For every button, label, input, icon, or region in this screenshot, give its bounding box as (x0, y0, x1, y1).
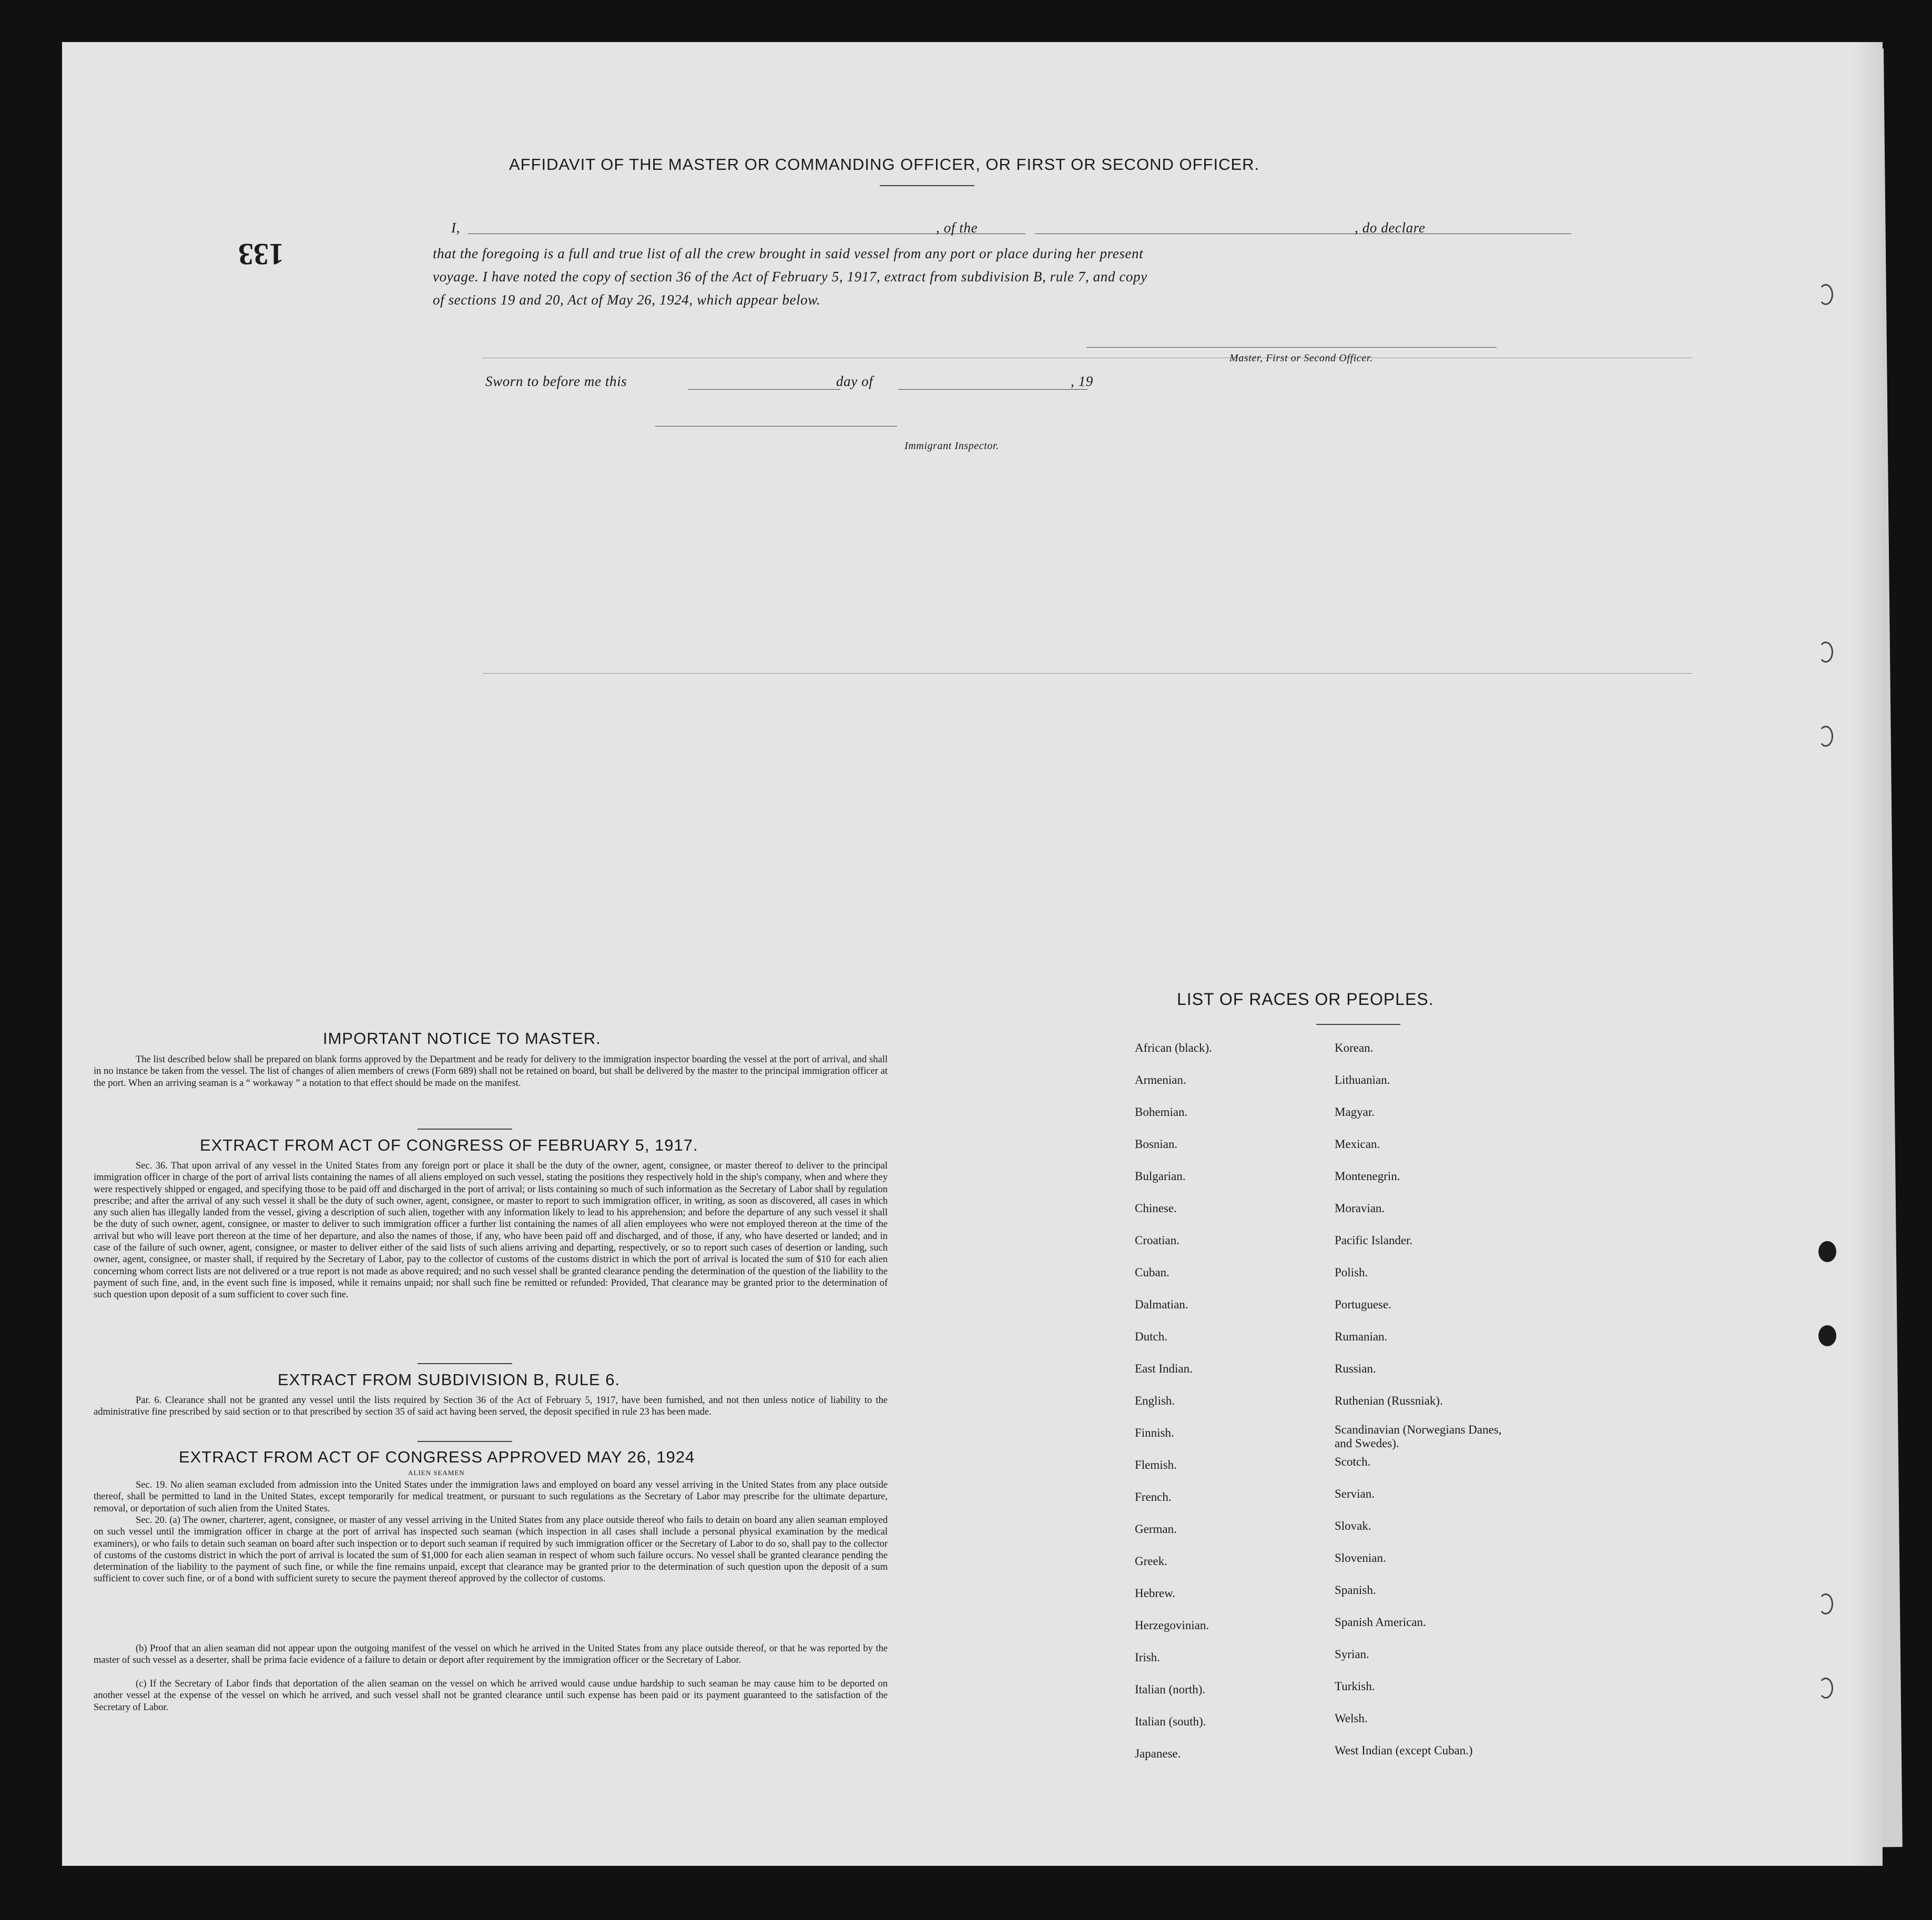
race-item: Russian. (1335, 1362, 1376, 1375)
affidavit-do-declare: , do declare (1355, 220, 1426, 236)
race-item: Servian. (1335, 1487, 1375, 1500)
race-item: Rumanian. (1335, 1330, 1388, 1343)
extract-1924-sec19: Sec. 19. No alien seaman excluded from admission into the United States under the immigration laws and employed on board any vessel arriving in the United States from any place outside thereof, shall be permitted to land in the United States, except temporarily for medical treatment, or pursuant to such regulations as the Secretary of Labor may prescribe for the ultimate departure, removal, or deportation of such alien from the United States. (94, 1480, 888, 1514)
manifest-page (62, 42, 1883, 1866)
race-item: Mexican. (1335, 1137, 1380, 1151)
race-item: East Indian. (1135, 1362, 1193, 1375)
race-item: English. (1135, 1394, 1175, 1407)
year-prefix: , 19 (1071, 373, 1093, 389)
punch-hole (1818, 284, 1833, 305)
extract-1917-body (94, 1160, 888, 1301)
extract-1924-sec20c: (c) If the Secretary of Labor finds that deportation of the alien seaman on the vessel on which he arrived would cause undue hardship to such seaman he may cause him to be deported on another vessel at the expense of the vessel on which he arrived, and such vessel shall not be granted clearance until such expense has been paid or its payment guaranteed to the satisfaction of the Secretary of Labor. (94, 1679, 888, 1713)
races-title: LIST OF RACES OR PEOPLES. (1177, 990, 1434, 1009)
punch-hole (1818, 1678, 1833, 1699)
extract-1924-subtitle: ALIEN SEAMEN (408, 1469, 465, 1477)
title-underline (880, 185, 974, 186)
race-item: Welsh. (1335, 1712, 1368, 1725)
extract-1924-sec20a: Sec. 20. (a) The owner, charterer, agent, consignee, or master of any vessel arriving in the United States from any place outside thereof who fails to detain on board any alien seaman employed on such vessel until the immigration officer in charge at the port of arrival has inspected such seaman (which inspection in all cases shall include a personal physical examination by the medical examiners), or who fails to detain such seaman on board after such inspection or to deport such seaman if required by such immigration officer or the Secretary of Labor to do so, shall pay to the collector of customs of the customs district in which the port of arrival is located the sum of $1,000 for each alien seaman in respect of whom such failure occurs. No vessel shall be granted clearance pending the determination of the liability to the payment of such fine, or while the fine remains unpaid, except that clearance may be granted prior to the determination of such question upon the deposit of a sum sufficient to cover such fine, or of a bond with sufficient surety to secure the payment thereof approved by the collector of customs. (94, 1515, 888, 1584)
race-item: Montenegrin. (1335, 1170, 1400, 1183)
race-item: Croatian. (1135, 1234, 1179, 1247)
affidavit-line-3: voyage. I have noted the copy of section 36 of the Act of February 5, 1917, extract from subdivision B, rule 7, and copy (433, 269, 1147, 285)
page-edge-shadow (1851, 42, 1883, 1866)
race-item: Slovak. (1335, 1519, 1371, 1532)
extract-rule6-body (94, 1395, 888, 1418)
race-item: Italian (north). (1135, 1683, 1206, 1696)
punch-hole (1818, 726, 1833, 747)
race-item: Herzegovinian. (1135, 1619, 1209, 1632)
race-item: Greek. (1135, 1555, 1167, 1568)
notice-title: IMPORTANT NOTICE TO MASTER. (323, 1029, 601, 1048)
sworn-month-line (898, 389, 1087, 390)
races-left-column (1135, 1041, 1212, 1779)
race-item: Ruthenian (Russniak). (1335, 1394, 1443, 1407)
extract-1924-sec20b: (b) Proof that an alien seaman did not appear upon the outgoing manifest of the vessel on which he arrived in the United States from any place outside thereof, or that he was reported by the master of such vessel as a deserter, shall be prima facie evidence of a failure to detain or deport after requirement by the immigration officer or the Secretary of Labor. (94, 1643, 888, 1666)
extract-1917-title: EXTRACT FROM ACT OF CONGRESS OF FEBRUARY 5, 1917. (200, 1136, 698, 1154)
race-item: Spanish. (1335, 1583, 1376, 1597)
race-item: Turkish. (1335, 1680, 1375, 1693)
race-item: Armenian. (1135, 1073, 1186, 1086)
race-item: Hebrew. (1135, 1587, 1176, 1600)
punch-hole (1818, 1593, 1833, 1614)
race-item: Bulgarian. (1135, 1170, 1186, 1183)
inspector-label: Immigrant Inspector. (904, 440, 999, 452)
punch-hole (1818, 1241, 1836, 1262)
race-item: Spanish American. (1335, 1616, 1426, 1629)
race-item: Italian (south). (1135, 1715, 1206, 1728)
affidavit-of-the: , of the (936, 220, 978, 236)
race-item: Dalmatian. (1135, 1298, 1188, 1311)
race-item: Scotch. (1335, 1455, 1371, 1468)
race-item: West Indian (except Cuban.) (1335, 1744, 1473, 1757)
sworn-day-line (688, 389, 840, 390)
race-item: German. (1135, 1522, 1177, 1536)
race-item: Cuban. (1135, 1266, 1170, 1279)
race-item: Portuguese. (1335, 1298, 1391, 1311)
punch-hole (1818, 1325, 1836, 1346)
race-item: Pacific Islander. (1335, 1234, 1413, 1247)
races-rule (1316, 1024, 1400, 1025)
race-item: Slovenian. (1335, 1551, 1386, 1565)
race-item: Korean. (1335, 1041, 1374, 1054)
punch-hole (1818, 642, 1833, 663)
extract-1917-text: That upon arrival of any vessel in the United States from any foreign port or place it shall be the duty of the owner, agent, consignee, or master thereof to deliver to the principal immigration officer in charge of the port of arrival lists containing the names of all aliens employed on such vessel, stating the positions they respectively hold in the ship's company, when and where they were respectively shipped or engaged, and specifying those to be paid off and discharged in the port of arrival; or lists containing so much of such information as the Secretary of Labor shall by regulation prescribe; and after the arrival of any such vessel it shall be the duty of such owner, agent, consignee, or master to report to such immigration officer, in writing, as soon as discovered, all cases in which any such alien has illegally landed from the vessel, giving a description of such alien, together with any information likely to lead to his apprehension; and before the departure of any such vessel it shall be the duty of such owner, agent, consignee, or master to deliver to such immigration officer a further list containing the names of all alien employees who were not employed thereon at the time of the arrival but who will leave port thereon at the time of her departure, and also the names of those, if any, who have been paid off and discharged, and of those, if any, who have deserted or landed; and in case of the failure of such owner, agent, consignee, or master to deliver either of the said lists of such aliens arriving and departing, respectively, or so to report such cases of desertion or landing, such owner, agent, consignee, or master shall, if required by the Secretary of Labor, pay to the collector of customs of the customs district in which the port of arrival is located the sum of $10 for each alien concerning whom correct lists are not delivered or a true report is not made as above required; and no such vessel shall be granted clearance pending the determination of the question of the liability to the payment of such fine, and, in the event such fine is imposed, while it remains unpaid; nor shall such fine be remitted or refunded: Provided, That clearance may be granted prior to the determination of such question upon deposit of a sum sufficient to cover such fine. (94, 1161, 888, 1301)
extract-rule6-section-label: Par. 6. (136, 1395, 162, 1406)
races-right-column (1335, 1041, 1508, 1776)
master-signature-line (1086, 347, 1497, 348)
race-item: Moravian. (1335, 1202, 1385, 1215)
race-item: Polish. (1335, 1266, 1368, 1279)
affidavit-i: I, (451, 220, 460, 236)
race-item: Syrian. (1335, 1648, 1369, 1661)
notice-rule (418, 1129, 512, 1130)
race-item: Scandinavian (Norwegians Danes, and Swedes). (1335, 1423, 1502, 1450)
race-item: African (black). (1135, 1041, 1212, 1054)
notice-text: The list described below shall be prepared on blank forms approved by the Department and be ready for delivery to the immigration inspector boarding the vessel at the port of arrival, and shall in no instance be taken from the vessel. The list of changes of alien members of crews (Form 689) shall not be retained on board, but shall be delivered by the master to the principal immigration officer at the port. When an arriving seaman is a “ workaway ” a notation to that effect should be made on the manifest. (94, 1054, 888, 1089)
day-of-label: day of (836, 373, 873, 389)
race-item: Bosnian. (1135, 1137, 1178, 1151)
page-number: 133 (238, 237, 284, 271)
race-item: Magyar. (1335, 1105, 1375, 1119)
race-item: Lithuanian. (1335, 1073, 1390, 1086)
race-item: Dutch. (1135, 1330, 1167, 1343)
affidavit-line-2: that the foregoing is a full and true list of all the crew brought in said vessel from any port or place during her present (433, 246, 1144, 261)
race-item: Finnish. (1135, 1426, 1174, 1439)
extract-1924-title: EXTRACT FROM ACT OF CONGRESS APPROVED MAY 26, 1924 (179, 1448, 695, 1466)
affidavit-line-4: of sections 19 and 20, Act of May 26, 1924, which appear below. (433, 292, 821, 308)
race-item: French. (1135, 1490, 1172, 1504)
affidavit-title: AFFIDAVIT OF THE MASTER OR COMMANDING OFFICER, OR FIRST OR SECOND OFFICER. (509, 155, 1260, 174)
race-item: Bohemian. (1135, 1105, 1188, 1119)
sworn-label: Sworn to before me this (485, 373, 627, 389)
race-item: Japanese. (1135, 1747, 1181, 1760)
race-item: Chinese. (1135, 1202, 1177, 1215)
extract-rule6-text: Clearance shall not be granted any vessel until the lists required by Section 36 of the Act of February 5, 1917, have been furnished, and not then unless notice of liability to the administrative fine prescribed by said section or to that prescribed by section 35 of said act having been served, the deposit specified in rule 23 has been made. (94, 1395, 888, 1418)
race-item: Flemish. (1135, 1458, 1177, 1471)
extract-rule6-title: EXTRACT FROM SUBDIVISION B, RULE 6. (278, 1370, 621, 1389)
vessel-line (1035, 233, 1571, 234)
extract-rule6-rule (418, 1441, 512, 1442)
master-label: Master, First or Second Officer. (1229, 352, 1373, 364)
race-item: Irish. (1135, 1651, 1160, 1664)
bleed-through-line (483, 673, 1692, 674)
extract-1917-section-label: Sec. 36. (136, 1161, 168, 1171)
extract-1917-rule (418, 1363, 512, 1364)
